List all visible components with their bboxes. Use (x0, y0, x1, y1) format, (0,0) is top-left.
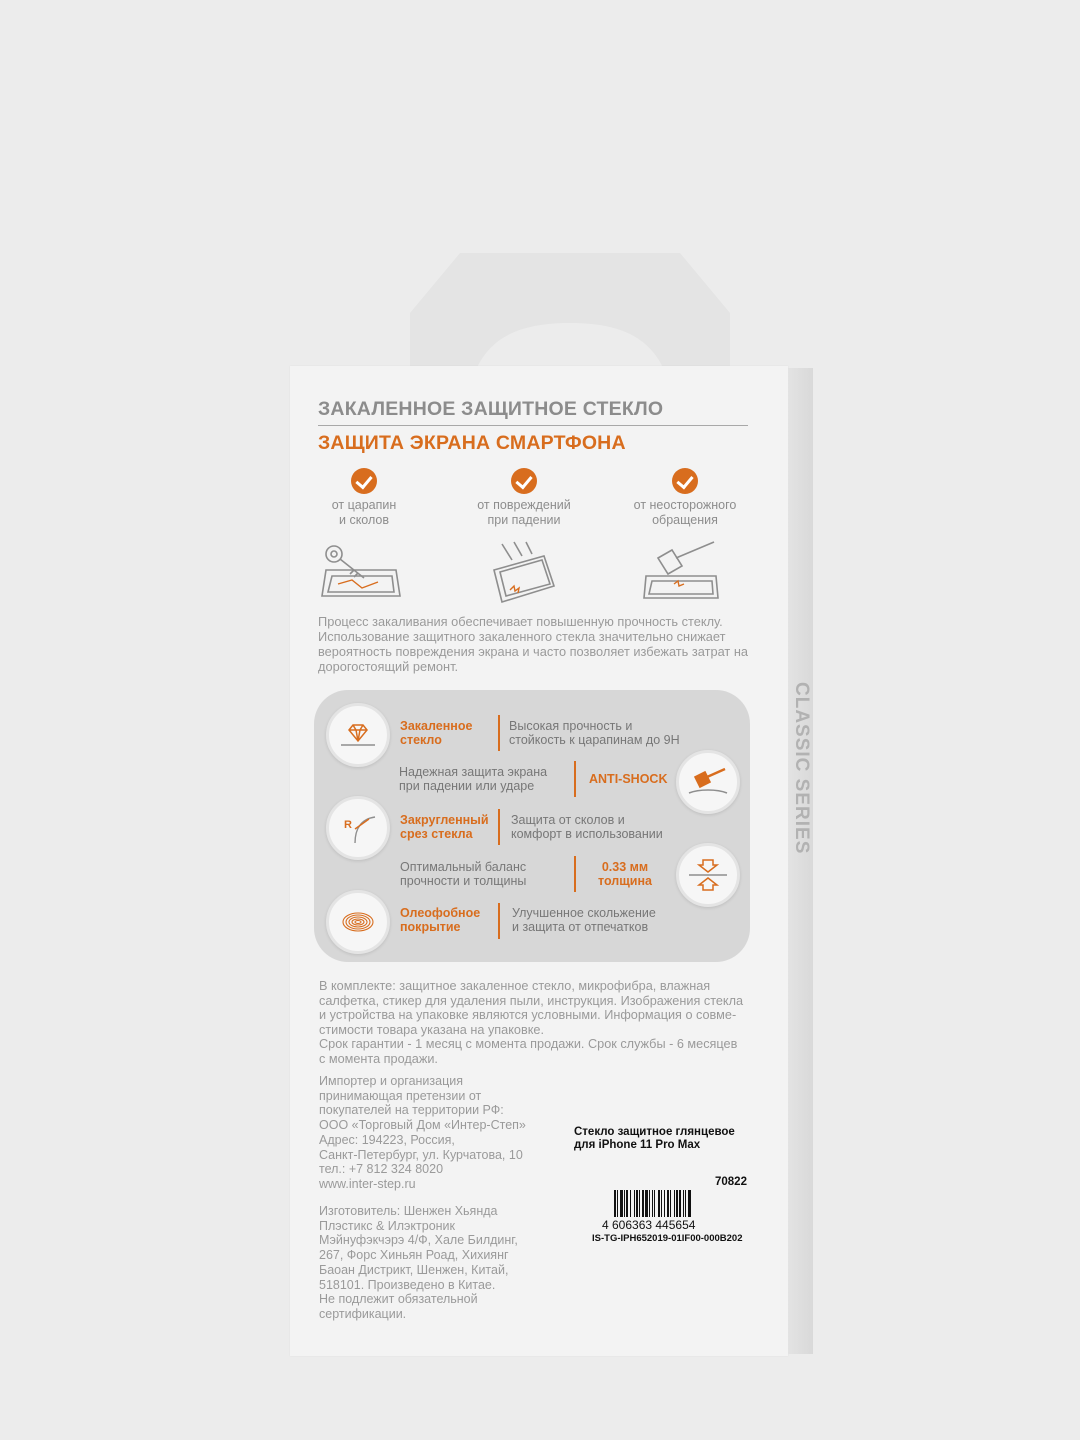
hammer-phone-icon (640, 540, 730, 606)
spec-divider (498, 903, 500, 939)
header-subtitle: ЗАЩИТА ЭКРАНА СМАРТФОНА (318, 432, 626, 454)
spec-desc-thickness: Оптимальный баланс прочности и толщины (400, 860, 527, 888)
description-text: Процесс закаливания обеспечивает повышенную прочность стеклу. Использование защитного закаленного стекла значительно снижает вероятность повреждения экрана и часто позволяет избежать затрат на дорогостоящий ремонт. (318, 614, 749, 674)
spec-title-oleophobic: Олеофобное покрытие (400, 906, 481, 934)
product-name: Стекло защитное глянцевое для iPhone 11 Pro Max (574, 1126, 735, 1151)
header-divider (318, 425, 748, 426)
sku-code: IS-TG-IPH652019-01IF00-000B202 (592, 1233, 743, 1244)
spec-divider (498, 715, 500, 751)
series-label: CLASSIC SERIES (791, 682, 812, 855)
header-title: ЗАКАЛЕННОЕ ЗАЩИТНОЕ СТЕКЛО (318, 398, 664, 420)
spec-title-rounded: Закругленный срез стекла (400, 813, 489, 841)
article-number: 70822 (715, 1176, 747, 1188)
check-icon (511, 468, 537, 494)
barcode (602, 1190, 752, 1230)
diamond-icon (326, 703, 390, 767)
fingerprint-icon (326, 890, 390, 954)
spec-title-antishock: ANTI-SHOCK (589, 772, 668, 786)
check-icon (351, 468, 377, 494)
spec-divider (574, 856, 576, 892)
hammer-icon (676, 750, 740, 814)
feature-careless: от неосторожного обращения (610, 468, 760, 528)
key-scratch-icon (318, 540, 408, 606)
feature-scratch: от царапин и сколов (289, 468, 439, 528)
phone-drop-icon (482, 540, 572, 606)
package-contents: В комплекте: защитное закаленное стекло, микрофибра, влажная салфетка, стикер для удаления пыли, инструкция. Изображения стекла и устройства на упаковке являются условными. Информация о совме- стимости товара указана на упаковке. Срок гарантии - 1 месяц с момента продажи. Срок службы - 6 месяцев с момента продажи. (319, 979, 744, 1066)
check-icon (672, 468, 698, 494)
spec-divider (574, 761, 576, 797)
spec-desc-antishock: Надежная защита экрана при падении или ударе (399, 765, 548, 793)
importer-info: Импортер и организация принимающая претензии от покупателей на территории РФ: ООО «Торговый Дом «Интер-Степ» Адрес: 194223, Россия, Санкт-Петербург, ул. Курчатова, 10 тел.: +7 812 324 8020 www.inter-step.ru (319, 1074, 526, 1191)
spec-desc-oleophobic: Улучшенное скольжение и защита от отпечатков (512, 906, 656, 934)
spec-divider (498, 809, 500, 845)
svg-text:R: R (344, 819, 352, 831)
spec-desc-tempered: Высокая прочность и стойкость к царапинам до 9Н (509, 719, 680, 747)
spec-title-tempered: Закаленное стекло (400, 719, 473, 747)
feature-drop: от повреждений при падении (449, 468, 599, 528)
spec-title-thickness: 0.33 мм толщина (598, 860, 652, 888)
barcode-digits: 4 606363 445654 (602, 1218, 696, 1230)
spec-desc-rounded: Защита от сколов и комфорт в использовании (511, 813, 663, 841)
thickness-icon (676, 843, 740, 907)
rounded-edge-icon (326, 796, 390, 860)
manufacturer-info: Изготовитель: Шенжен Хьянда Плэстикс & Илэктроник Мэйнуфэкчэрэ 4/Ф, Хале Билдинг, 267, Форс Хиньян Роад, Хихиянг Баоан Дистрикт, Шенжен, Китай, 518101. Произведено в Китае. Не подлежит обязательной сертификации. (319, 1204, 518, 1321)
